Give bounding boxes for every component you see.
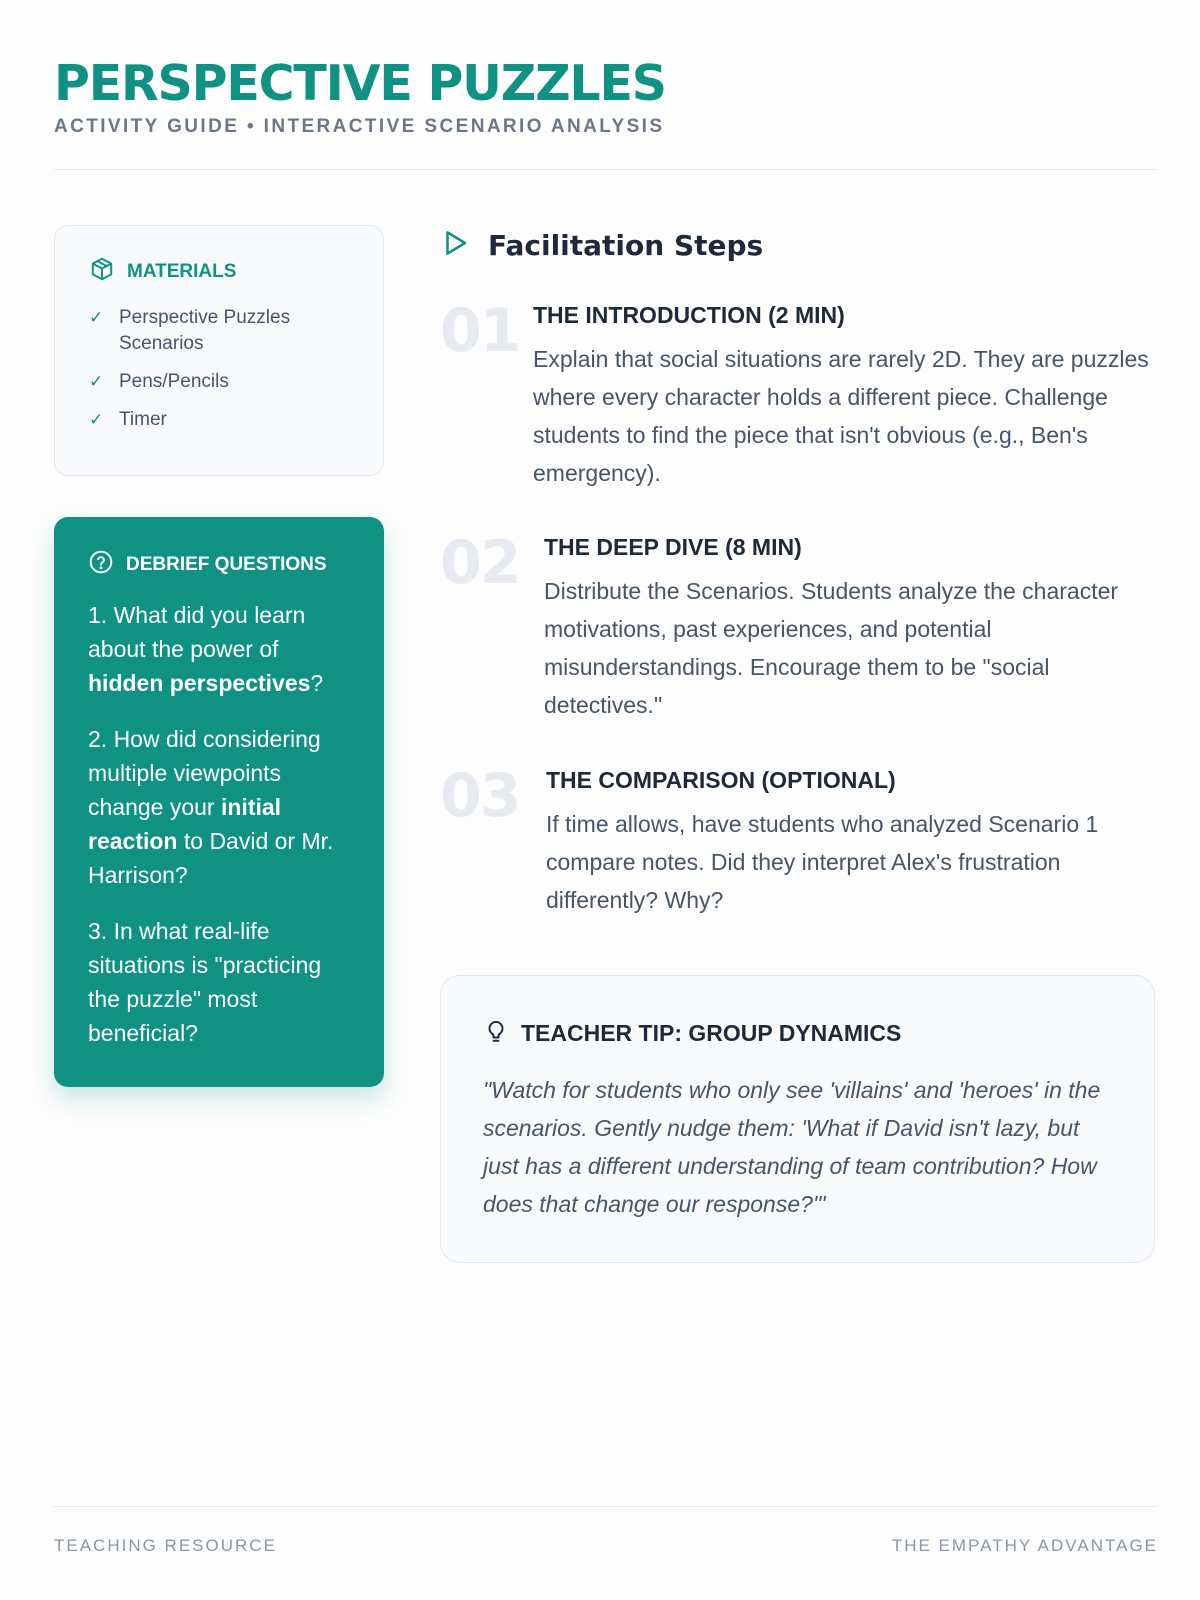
material-item-label: Timer [119,409,167,430]
step-text: Distribute the Scenarios. Students analyze the character motivations, past experiences, and potential misunderstandings. Encourage them to be "social detectives." [544,578,1119,718]
footer-right: THE EMPATHY ADVANTAGE [891,1536,1158,1555]
play-icon [440,228,470,263]
step-2 [440,528,1158,732]
facilitation-heading [440,228,763,263]
check-icon: ✓ [89,372,104,391]
debrief-heading: DEBRIEF QUESTIONS [126,553,327,575]
tip-quote: "Watch for students who only see 'villains' and 'heroes' in the scenarios. Gently nudge them: 'What if David isn't lazy, but just has a different understanding of team contribution? How does that change our response?'" [483,1077,1101,1217]
step-number: 01 [440,296,520,366]
footer-divider [54,1506,1158,1507]
step-1 [440,296,1158,500]
box-icon [89,256,115,287]
page-title: PERSPECTIVE PUZZLES [54,55,666,112]
check-icon: ✓ [89,410,104,429]
step-text: Explain that social situations are rarely 2D. They are puzzles where every character holds a different piece. Challenge students to find the piece that isn't obvious (e.g., Ben's emergency). [533,346,1149,486]
material-item-label: Pens/Pencils [119,371,229,392]
list-item [89,305,349,357]
lightbulb-icon [483,1018,509,1049]
tip-heading: TEACHER TIP: GROUP DYNAMICS [521,1020,902,1046]
step-number: 02 [440,528,520,598]
debrief-card [54,517,384,1087]
facilitation-title: Facilitation Steps [488,229,764,262]
check-icon: ✓ [89,308,104,327]
footer-left: TEACHING RESOURCE [54,1536,277,1555]
step-title: THE COMPARISON (OPTIONAL) [546,767,896,793]
step-number: 03 [440,761,520,831]
debrief-question-1: 1. What did you learn about the power of hidden perspectives? [88,602,324,696]
step-title: THE INTRODUCTION (2 MIN) [533,302,845,328]
materials-list [89,305,349,433]
header-divider [54,169,1158,170]
page-subtitle: ACTIVITY GUIDE • INTERACTIVE SCENARIO ANALYSIS [54,116,665,137]
step-text: If time allows, have students who analyzed Scenario 1 compare notes. Did they interpret Alex's frustration differently? Why? [546,811,1099,913]
list-item [89,407,349,433]
debrief-question-2: 2. How did considering multiple viewpoints change your initial reaction to David or Mr. Harrison? [88,726,334,888]
step-title: THE DEEP DIVE (8 MIN) [544,534,802,560]
teacher-tip-card [440,975,1155,1263]
materials-card [54,225,384,476]
material-item-label: Perspective Puzzles Scenarios [119,307,291,354]
materials-heading: MATERIALS [127,260,237,282]
help-circle-icon [88,549,114,580]
debrief-question-3: 3. In what real-life situations is "practicing the puzzle" most beneficial? [88,918,322,1046]
step-3 [440,761,1158,925]
header [54,56,1146,138]
list-item [89,369,349,395]
footer [54,1536,1158,1556]
